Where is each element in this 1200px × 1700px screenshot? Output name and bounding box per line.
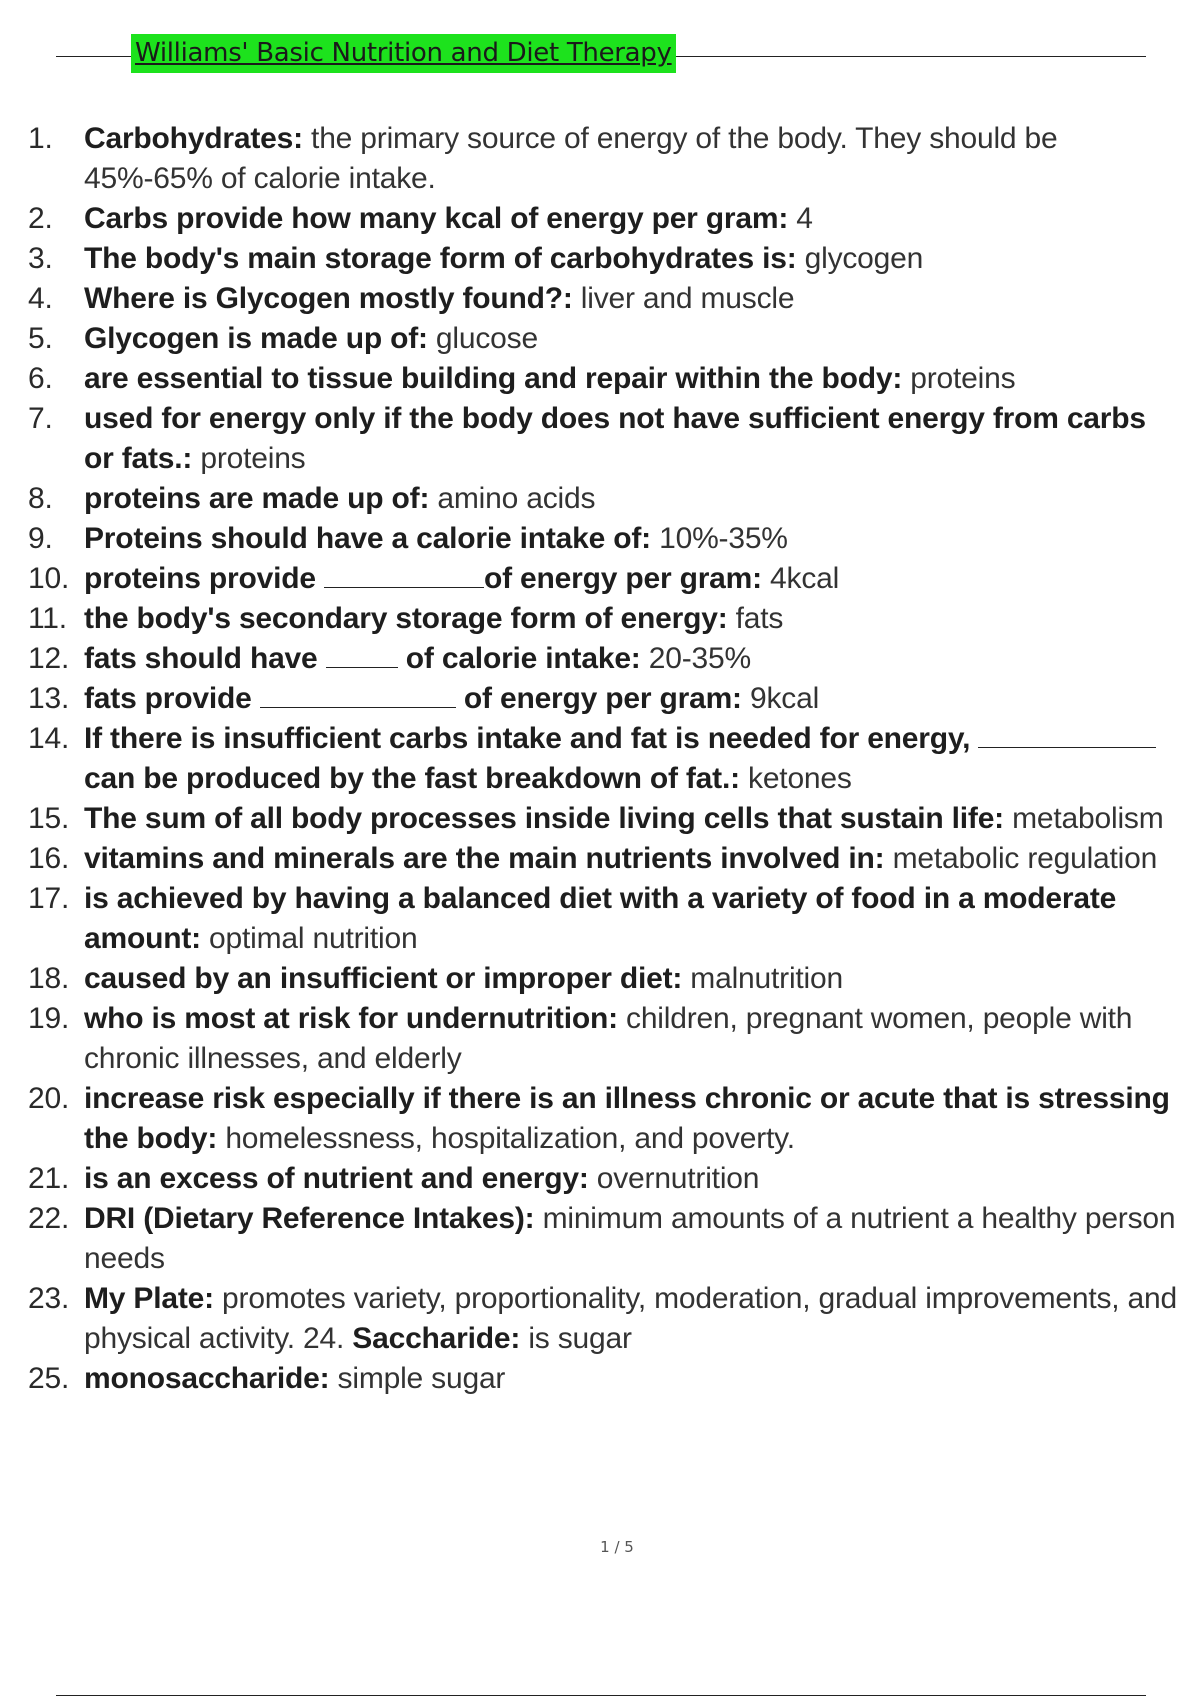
question-text: can be produced by the fast breakdown of fat.:: [84, 762, 740, 795]
answer-text: 10%-35%: [650, 522, 788, 555]
question-text: vitamins and minerals are the main nutrients involved in:: [84, 842, 885, 875]
item-number: 11.: [28, 602, 67, 635]
question-text: Proteins should have a calorie intake of:: [84, 522, 651, 555]
question-text: The body's main storage form of carbohydrates is:: [84, 242, 797, 275]
list-item: [28, 639, 1178, 679]
question-text: Carbohydrates:: [84, 122, 303, 155]
item-number: 15.: [28, 802, 70, 835]
item-number: 8.: [28, 482, 53, 515]
item-number: 13.: [28, 682, 70, 715]
list-item: [28, 1359, 1178, 1399]
list-item: [28, 559, 1178, 599]
list-item: [28, 199, 1178, 239]
footer-rule: [56, 1695, 1146, 1696]
qa-list: [28, 119, 1178, 1399]
item-number: 21.: [28, 1162, 70, 1195]
answer-text: glucose: [427, 322, 538, 355]
answer-text: minimum amounts of a nutrient a healthy person needs: [84, 1202, 1176, 1275]
fill-in-blank: [326, 641, 398, 668]
question-text: the body's secondary storage form of energy:: [84, 602, 728, 635]
item-number: 18.: [28, 962, 70, 995]
list-item: [28, 119, 1178, 199]
question-text: is an excess of nutrient and energy:: [84, 1162, 589, 1195]
item-number: 14.: [28, 722, 70, 755]
question-text: are essential to tissue building and repair within the body:: [84, 362, 903, 395]
answer-text: glycogen: [796, 242, 924, 275]
item-number: 3.: [28, 242, 53, 275]
list-item: [28, 679, 1178, 719]
question-text: The sum of all body processes inside living cells that sustain life:: [84, 802, 1004, 835]
list-item: [28, 319, 1178, 359]
item-number: 7.: [28, 402, 53, 435]
item-number: 19.: [28, 1002, 70, 1035]
list-item: [28, 959, 1178, 999]
question-text: increase risk especially if there is an illness chronic or acute that is stressing the body:: [84, 1082, 1170, 1155]
item-number: 9.: [28, 522, 53, 555]
answer-text: metabolic regulation: [884, 842, 1158, 875]
answer-text: optimal nutrition: [200, 922, 418, 955]
item-number: 10.: [28, 562, 70, 595]
question-text: used for energy only if the body does not have sufficient energy from carbs or fats.:: [84, 402, 1146, 475]
list-item: [28, 1079, 1178, 1159]
answer-text: 4kcal: [761, 562, 840, 595]
question-text: of calorie intake:: [397, 642, 641, 675]
question-text: fats should have: [84, 642, 326, 675]
item-number: 1.: [28, 122, 53, 155]
list-item: [28, 359, 1178, 399]
list-item: [28, 519, 1178, 559]
answer-text: promotes variety, proportionality, moderation, gradual improvements, and physical activity. 24.: [84, 1282, 1178, 1355]
list-item: [28, 999, 1178, 1079]
question-text: Where is Glycogen mostly found?:: [84, 282, 573, 315]
page-number: 1 / 5: [600, 1538, 634, 1556]
question-text: of energy per gram:: [455, 682, 742, 715]
question-text: fats provide: [84, 682, 260, 715]
question-text: caused by an insufficient or improper diet:: [84, 962, 683, 995]
answer-text: 4: [788, 202, 813, 235]
item-number: 20.: [28, 1082, 70, 1115]
question-text: proteins provide: [84, 562, 324, 595]
list-item: [28, 719, 1178, 799]
answer-text: malnutrition: [682, 962, 843, 995]
item-number: 6.: [28, 362, 53, 395]
fill-in-blank: [978, 721, 1156, 748]
list-item: [28, 399, 1178, 479]
question-text: proteins are made up of:: [84, 482, 430, 515]
question-text: Glycogen is made up of:: [84, 322, 428, 355]
item-number: 25.: [28, 1362, 70, 1395]
answer-text: homelessness, hospitalization, and poverty.: [217, 1122, 795, 1155]
fill-in-blank: [324, 561, 484, 588]
question-text: DRI (Dietary Reference Intakes):: [84, 1202, 535, 1235]
answer-text: metabolism: [1003, 802, 1164, 835]
list-item: [28, 839, 1178, 879]
question-text: of energy per gram:: [483, 562, 762, 595]
list-item: [28, 599, 1178, 639]
document-header: [56, 34, 1146, 74]
question-text: monosaccharide:: [84, 1362, 330, 1395]
question-text: who is most at risk for undernutrition:: [84, 1002, 618, 1035]
answer-text: is sugar: [520, 1322, 632, 1355]
list-item: [28, 879, 1178, 959]
item-number: 22.: [28, 1202, 70, 1235]
item-number: 2.: [28, 202, 53, 235]
item-number: 12.: [28, 642, 70, 675]
answer-text: fats: [727, 602, 784, 635]
list-item: [28, 799, 1178, 839]
list-item: [28, 479, 1178, 519]
item-number: 17.: [28, 882, 70, 915]
item-number: 16.: [28, 842, 70, 875]
answer-text: proteins: [192, 442, 306, 475]
item-number: 5.: [28, 322, 53, 355]
answer-text: children, pregnant women, people with chronic illnesses, and elderly: [84, 1002, 1133, 1075]
answer-text: proteins: [902, 362, 1016, 395]
question-text: Saccharide:: [352, 1322, 521, 1355]
answer-text: ketones: [739, 762, 852, 795]
item-number: 23.: [28, 1282, 70, 1315]
list-item: [28, 1199, 1178, 1279]
answer-text: overnutrition: [588, 1162, 760, 1195]
question-text: is achieved by having a balanced diet with a variety of food in a moderate amount:: [84, 882, 1117, 955]
document-title: Williams' Basic Nutrition and Diet Therapy: [131, 34, 676, 73]
list-item: [28, 279, 1178, 319]
answer-text: 20-35%: [640, 642, 751, 675]
list-item: [28, 1159, 1178, 1199]
answer-text: liver and muscle: [572, 282, 795, 315]
fill-in-blank: [260, 681, 456, 708]
answer-text: 9kcal: [741, 682, 820, 715]
list-item: [28, 239, 1178, 279]
list-item: [28, 1279, 1178, 1359]
answer-text: simple sugar: [329, 1362, 506, 1395]
question-text: Carbs provide how many kcal of energy per gram:: [84, 202, 789, 235]
item-number: 4.: [28, 282, 53, 315]
question-text: My Plate:: [84, 1282, 214, 1315]
answer-text: amino acids: [429, 482, 596, 515]
answer-text: the primary source of energy of the body. They should be 45%-65% of calorie intake.: [84, 122, 1058, 195]
question-text: If there is insufficient carbs intake and fat is needed for energy,: [84, 722, 979, 755]
